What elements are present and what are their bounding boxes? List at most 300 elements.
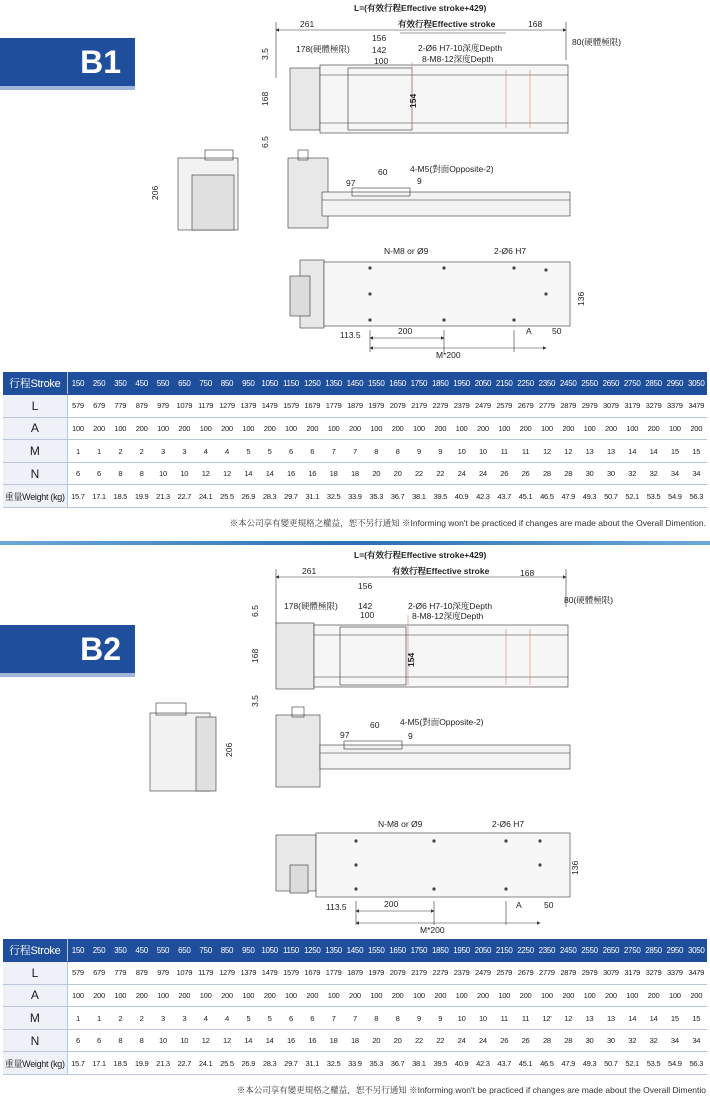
dim-168: 168 <box>520 568 535 578</box>
table-cell: 3179 <box>622 395 643 418</box>
table-cell: 1650 <box>387 372 408 395</box>
table-cell: 1950 <box>451 939 472 962</box>
table-cell: 32.5 <box>323 1052 344 1075</box>
table-cell: 2479 <box>472 962 493 985</box>
table-cell: 1779 <box>323 962 344 985</box>
table-cell: 10 <box>174 1029 195 1052</box>
table-cell: 100 <box>323 984 344 1007</box>
table-cell: 100 <box>366 984 387 1007</box>
table-cell: 8 <box>110 462 131 485</box>
table-cell: 2179 <box>408 395 429 418</box>
table-cell: 14 <box>259 462 280 485</box>
table-cell: 850 <box>216 939 237 962</box>
table-cell: 200 <box>643 417 664 440</box>
table-cell: 1 <box>67 1007 88 1030</box>
dim-168: 168 <box>528 19 543 29</box>
table-cell: 10 <box>174 462 195 485</box>
table-cell: 6 <box>280 440 301 463</box>
table-cell: 1079 <box>174 962 195 985</box>
table-row-weight <box>3 485 707 508</box>
table-cell: 22.7 <box>174 485 195 508</box>
table-cell: 20 <box>366 1029 387 1052</box>
dim-6-5: 6.5 <box>250 605 260 617</box>
dim-97: 97 <box>346 178 356 188</box>
table-cell: 1379 <box>238 962 259 985</box>
table-cell: 11 <box>515 1007 536 1030</box>
section-badge-b1: B1 <box>0 38 135 90</box>
table-cell: 17.1 <box>88 485 109 508</box>
table-cell: 7 <box>344 440 365 463</box>
table-cell: 2879 <box>558 395 579 418</box>
row-label: 重量Weight (kg) <box>3 1052 67 1075</box>
table-cell: 650 <box>174 372 195 395</box>
table-cell: 14 <box>643 1007 664 1030</box>
table-cell: 12 <box>195 1029 216 1052</box>
dim-h7-b: 2-Ø6 H7 <box>494 246 527 256</box>
table-cell: 100 <box>323 417 344 440</box>
table-cell: 2350 <box>536 372 557 395</box>
table-cell: 56.3 <box>686 1052 707 1075</box>
table-cell: 43.7 <box>494 1052 515 1075</box>
table-cell: 14 <box>238 1029 259 1052</box>
table-cell: 1979 <box>366 395 387 418</box>
table-cell: 2679 <box>515 395 536 418</box>
table-cell: 100 <box>622 984 643 1007</box>
table-cell: 1450 <box>344 939 365 962</box>
table-cell: 24.1 <box>195 485 216 508</box>
table-cell: 2479 <box>472 395 493 418</box>
table-cell: 100 <box>152 417 173 440</box>
table-cell: 18.5 <box>110 485 131 508</box>
table-cell: 2079 <box>387 962 408 985</box>
table-cell: 26.9 <box>238 1052 259 1075</box>
table-cell: 5 <box>259 440 280 463</box>
table-cell: 100 <box>366 417 387 440</box>
dim-9: 9 <box>408 731 413 741</box>
table-cell: 32 <box>622 1029 643 1052</box>
table-cell: 18 <box>323 462 344 485</box>
dim-113-5: 113.5 <box>340 330 361 340</box>
table-cell: 450 <box>131 372 152 395</box>
table-cell: 1850 <box>430 372 451 395</box>
dim-156: 156 <box>372 33 387 43</box>
table-cell: 2579 <box>494 962 515 985</box>
table-cell: 200 <box>131 984 152 1007</box>
dim-9: 9 <box>417 176 422 186</box>
row-label: A <box>3 417 67 440</box>
table-cell: 200 <box>216 984 237 1007</box>
table-cell: 2750 <box>622 372 643 395</box>
table-cell: 7 <box>344 1007 365 1030</box>
table-cell: 200 <box>472 417 493 440</box>
table-cell: 1379 <box>238 395 259 418</box>
table-cell: 40.9 <box>451 1052 472 1075</box>
table-cell: 3079 <box>600 962 621 985</box>
table-cell: 14 <box>259 1029 280 1052</box>
table-cell: 29.7 <box>280 1052 301 1075</box>
table-cell: 200 <box>515 984 536 1007</box>
dim-206: 206 <box>150 185 160 200</box>
row-label: M <box>3 440 67 463</box>
dim-142: 142 <box>372 45 387 55</box>
table-cell: 9 <box>408 1007 429 1030</box>
table-row-weight <box>3 1052 707 1075</box>
table-cell: 3479 <box>686 962 707 985</box>
drawing-b2 <box>0 545 710 935</box>
table-cell: 9 <box>430 1007 451 1030</box>
table-cell: 34 <box>664 462 685 485</box>
dim-261: 261 <box>302 566 317 576</box>
table-cell: 2 <box>131 1007 152 1030</box>
table-cell: 30 <box>579 462 600 485</box>
table-cell: 45.1 <box>515 485 536 508</box>
table-cell: 2279 <box>430 395 451 418</box>
table-cell: 4 <box>216 1007 237 1030</box>
dim-h7-b: 2-Ø6 H7 <box>492 819 525 829</box>
table-cell: 679 <box>88 962 109 985</box>
table-cell: 2650 <box>600 372 621 395</box>
dim-97: 97 <box>340 730 350 740</box>
table-cell: 3179 <box>622 962 643 985</box>
section-badge-b2: B2 <box>0 625 135 677</box>
table-cell: 1050 <box>259 372 280 395</box>
table-cell: 200 <box>558 984 579 1007</box>
table-cell: 6 <box>67 462 88 485</box>
table-cell: 28.3 <box>259 1052 280 1075</box>
table-cell: 26 <box>515 1029 536 1052</box>
table-cell: 100 <box>195 984 216 1007</box>
table-cell: 200 <box>387 984 408 1007</box>
table-cell: 52.1 <box>622 1052 643 1075</box>
table-cell: 200 <box>259 417 280 440</box>
table-cell: 1479 <box>259 395 280 418</box>
disclaimer-note-b2: ※本公司享有變更規格之權益，恕不另行通知 ※Informing won't be practiced if changes are made about the Overall Dimentio <box>236 1085 706 1095</box>
table-cell: 13 <box>579 440 600 463</box>
table-cell: 2850 <box>643 939 664 962</box>
table-cell: 1150 <box>280 939 301 962</box>
table-cell: 579 <box>67 962 88 985</box>
dim-n-m8: N-M8 or Ø9 <box>378 819 423 829</box>
table-cell: 200 <box>131 417 152 440</box>
table-cell: 200 <box>600 984 621 1007</box>
row-label: L <box>3 962 67 985</box>
dim-113-5: 113.5 <box>326 902 347 912</box>
table-cell: 3050 <box>686 372 707 395</box>
table-cell: 46.5 <box>536 485 557 508</box>
table-cell: 2350 <box>536 939 557 962</box>
table-cell: 979 <box>152 395 173 418</box>
table-cell: 53.5 <box>643 485 664 508</box>
table-cell: 36.7 <box>387 1052 408 1075</box>
table-cell: 10 <box>472 440 493 463</box>
table-cell: 8 <box>366 1007 387 1030</box>
table-cell: 100 <box>536 984 557 1007</box>
row-label: L <box>3 395 67 418</box>
table-cell: 2050 <box>472 372 493 395</box>
table-cell: 2250 <box>515 939 536 962</box>
table-cell: 200 <box>430 984 451 1007</box>
dim-6-5: 6.5 <box>260 136 270 148</box>
table-cell: 8 <box>387 440 408 463</box>
table-cell: 2979 <box>579 962 600 985</box>
table-cell: 43.7 <box>494 485 515 508</box>
table-cell: 2450 <box>558 372 579 395</box>
table-cell: 100 <box>451 417 472 440</box>
table-cell: 100 <box>152 984 173 1007</box>
table-cell: 22 <box>430 1029 451 1052</box>
dim-m5: 4-M5(對面Opposite-2) <box>410 164 494 174</box>
table-cell: 200 <box>344 417 365 440</box>
table-cell: 24.1 <box>195 1052 216 1075</box>
table-cell: 2 <box>110 1007 131 1030</box>
table-cell: 3 <box>152 1007 173 1030</box>
dim-h7-depth: 2-Ø6 H7-10深度Depth <box>418 43 503 53</box>
table-cell: 38.1 <box>408 1052 429 1075</box>
table-row-L <box>3 962 707 985</box>
row-label: A <box>3 984 67 1007</box>
table-cell: 54.9 <box>664 485 685 508</box>
table-cell: 54.9 <box>664 1052 685 1075</box>
table-cell: 14 <box>622 440 643 463</box>
table-row-N <box>3 462 707 485</box>
dim-206: 206 <box>224 742 234 757</box>
table-cell: 100 <box>664 417 685 440</box>
table-cell: 26 <box>515 462 536 485</box>
table-cell: 39.5 <box>430 485 451 508</box>
table-cell: 200 <box>302 417 323 440</box>
table-cell: 8 <box>131 1029 152 1052</box>
table-cell: 35.3 <box>366 1052 387 1075</box>
table-cell: 1779 <box>323 395 344 418</box>
table-cell: 33.9 <box>344 485 365 508</box>
table-cell: 2550 <box>579 372 600 395</box>
table-cell: 8 <box>366 440 387 463</box>
section-b1 <box>0 0 710 540</box>
table-cell: 1179 <box>195 962 216 985</box>
table-cell: 24 <box>451 462 472 485</box>
dim-3-5: 3.5 <box>250 695 260 707</box>
table-cell: 40.9 <box>451 485 472 508</box>
table-cell: 450 <box>131 939 152 962</box>
table-cell: 11 <box>494 1007 515 1030</box>
table-cell: 200 <box>686 417 707 440</box>
table-cell: 579 <box>67 395 88 418</box>
table-cell: 4 <box>195 440 216 463</box>
table-cell: 2379 <box>451 395 472 418</box>
table-cell: 3 <box>174 440 195 463</box>
table-cell: 2879 <box>558 962 579 985</box>
table-cell: 20 <box>387 462 408 485</box>
table-cell: 2379 <box>451 962 472 985</box>
dim-m8-depth: 8-M8-12深度Depth <box>422 54 494 64</box>
table-cell: 20 <box>366 462 387 485</box>
table-cell: 1250 <box>302 939 323 962</box>
dim-178: 178(硬體極限) <box>284 601 338 611</box>
table-cell: 779 <box>110 395 131 418</box>
table-cell: 2179 <box>408 962 429 985</box>
table-cell: 30 <box>600 462 621 485</box>
dim-50: 50 <box>544 900 554 910</box>
table-cell: 46.5 <box>536 1052 557 1075</box>
table-cell: 38.1 <box>408 485 429 508</box>
table-cell: 45.1 <box>515 1052 536 1075</box>
table-cell: 34 <box>686 462 707 485</box>
table-cell: 10 <box>451 1007 472 1030</box>
dim-154: 154 <box>406 652 416 667</box>
table-cell: 10 <box>152 462 173 485</box>
section-b2 <box>0 545 710 1096</box>
table-cell: 1279 <box>216 395 237 418</box>
table-cell: 26 <box>494 462 515 485</box>
table-cell: 100 <box>408 984 429 1007</box>
table-row-N <box>3 1029 707 1052</box>
table-row-stroke <box>3 372 707 395</box>
table-cell: 12 <box>536 440 557 463</box>
table-cell: 19.9 <box>131 1052 152 1075</box>
table-cell: 30 <box>600 1029 621 1052</box>
table-cell: 3479 <box>686 395 707 418</box>
table-cell: 16 <box>280 462 301 485</box>
table-cell: 6 <box>67 1029 88 1052</box>
table-cell: 100 <box>238 417 259 440</box>
table-cell: 7 <box>323 1007 344 1030</box>
dim-n-m8: N-M8 or Ø9 <box>384 246 429 256</box>
table-cell: 2050 <box>472 939 493 962</box>
table-cell: 1950 <box>451 372 472 395</box>
dim-m5: 4-M5(對面Opposite-2) <box>400 717 484 727</box>
dim-effective-stroke: 有效行程Effective stroke <box>398 19 496 29</box>
table-cell: 1 <box>88 440 109 463</box>
table-cell: 21.3 <box>152 1052 173 1075</box>
dim-142: 142 <box>358 601 373 611</box>
table-cell: 12 <box>195 462 216 485</box>
dim-100: 100 <box>374 56 389 66</box>
table-cell: 20 <box>387 1029 408 1052</box>
table-cell: 24 <box>472 462 493 485</box>
table-cell: 200 <box>174 984 195 1007</box>
table-cell: 200 <box>259 984 280 1007</box>
table-cell: 35.3 <box>366 485 387 508</box>
table-cell: 6 <box>302 1007 323 1030</box>
table-cell: 1250 <box>302 372 323 395</box>
dim-L: L=(有效行程Effective stroke+429) <box>354 3 487 13</box>
table-cell: 679 <box>88 395 109 418</box>
dim-156: 156 <box>358 581 373 591</box>
table-row-A <box>3 417 707 440</box>
table-cell: 200 <box>216 417 237 440</box>
table-cell: 6 <box>88 462 109 485</box>
table-cell: 56.3 <box>686 485 707 508</box>
table-cell: 12' <box>536 1007 557 1030</box>
table-cell: 28 <box>536 1029 557 1052</box>
table-cell: 22 <box>408 1029 429 1052</box>
table-cell: 42.3 <box>472 485 493 508</box>
table-cell: 50.7 <box>600 485 621 508</box>
table-cell: 1050 <box>259 939 280 962</box>
table-cell: 100 <box>579 417 600 440</box>
table-cell: 30 <box>579 1029 600 1052</box>
dim-178: 178(硬體極限) <box>296 44 350 54</box>
table-cell: 2279 <box>430 962 451 985</box>
table-cell: 2079 <box>387 395 408 418</box>
dim-261: 261 <box>300 19 315 29</box>
table-cell: 24 <box>451 1029 472 1052</box>
table-cell: 12 <box>216 462 237 485</box>
table-cell: 10 <box>152 1029 173 1052</box>
table-cell: 9 <box>408 440 429 463</box>
table-row-M <box>3 1007 707 1030</box>
table-cell: 550 <box>152 372 173 395</box>
dim-136: 136 <box>570 860 580 875</box>
table-cell: 1450 <box>344 372 365 395</box>
table-cell: 24 <box>472 1029 493 1052</box>
dim-154: 154 <box>408 93 418 108</box>
table-cell: 1 <box>88 1007 109 1030</box>
table-cell: 16 <box>302 462 323 485</box>
table-cell: 1850 <box>430 939 451 962</box>
dim-60: 60 <box>370 720 380 730</box>
table-cell: 6 <box>302 440 323 463</box>
table-cell: 879 <box>131 395 152 418</box>
table-cell: 28 <box>558 462 579 485</box>
dim-A: A <box>526 326 532 336</box>
table-cell: 550 <box>152 939 173 962</box>
table-cell: 100 <box>238 984 259 1007</box>
table-cell: 4 <box>195 1007 216 1030</box>
table-cell: 200 <box>344 984 365 1007</box>
table-cell: 2150 <box>494 939 515 962</box>
table-cell: 100 <box>536 417 557 440</box>
table-cell: 31.1 <box>302 485 323 508</box>
table-cell: 47.9 <box>558 485 579 508</box>
table-cell: 200 <box>515 417 536 440</box>
table-cell: 1879 <box>344 962 365 985</box>
disclaimer-note-b1: ※本公司享有變更規格之權益，恕不另行通知 ※Informing won't be practiced if changes are made about the Overall Dimention. <box>229 518 706 528</box>
table-cell: 32 <box>643 462 664 485</box>
table-cell: 750 <box>195 939 216 962</box>
table-cell: 22 <box>430 462 451 485</box>
table-cell: 1679 <box>302 395 323 418</box>
row-label: 行程Stroke <box>3 939 67 962</box>
table-cell: 17.1 <box>88 1052 109 1075</box>
table-cell: 22.7 <box>174 1052 195 1075</box>
table-cell: 200 <box>174 417 195 440</box>
table-cell: 39.5 <box>430 1052 451 1075</box>
table-cell: 3279 <box>643 395 664 418</box>
table-cell: 11 <box>515 440 536 463</box>
table-cell: 34 <box>664 1029 685 1052</box>
table-cell: 1179 <box>195 395 216 418</box>
table-cell: 950 <box>238 939 259 962</box>
table-cell: 28 <box>536 462 557 485</box>
dim-A: A <box>516 900 522 910</box>
table-cell: 979 <box>152 962 173 985</box>
table-cell: 250 <box>88 939 109 962</box>
table-cell: 100 <box>494 417 515 440</box>
table-cell: 3 <box>174 1007 195 1030</box>
table-cell: 15 <box>664 440 685 463</box>
table-cell: 1150 <box>280 372 301 395</box>
dim-3-5: 3.5 <box>260 48 270 60</box>
table-cell: 100 <box>280 984 301 1007</box>
table-cell: 2650 <box>600 939 621 962</box>
table-cell: 2550 <box>579 939 600 962</box>
table-cell: 13 <box>600 440 621 463</box>
dim-80: 80(硬體極限) <box>572 37 622 47</box>
row-label: N <box>3 462 67 485</box>
row-label: M <box>3 1007 67 1030</box>
table-cell: 1479 <box>259 962 280 985</box>
